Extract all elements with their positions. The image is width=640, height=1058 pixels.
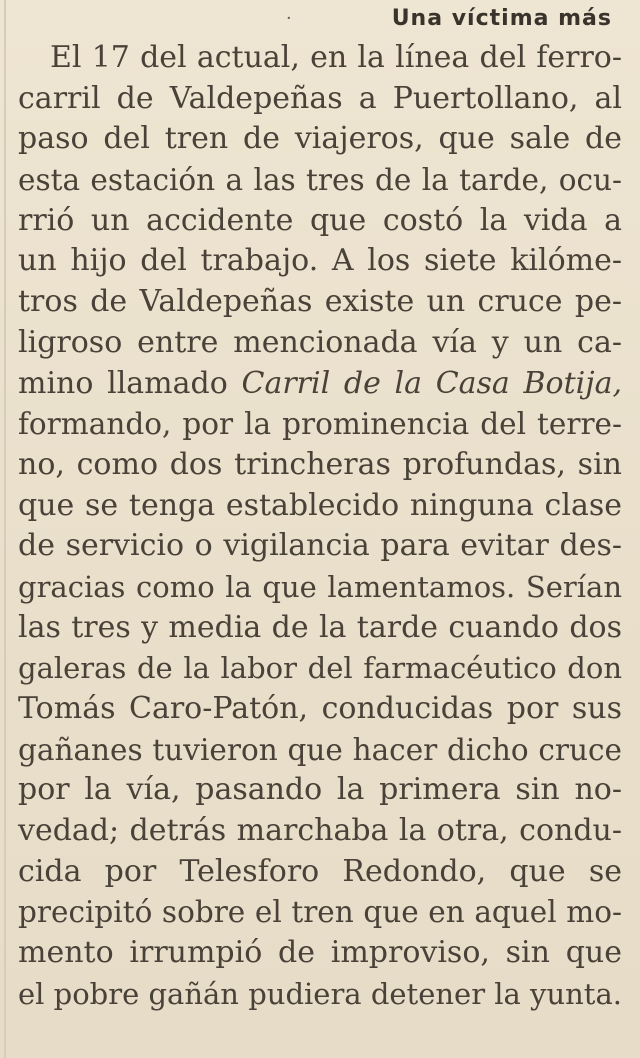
article-line-with-italic [18,364,622,405]
article-body [18,38,622,1015]
article-line: mento irrumpió de improviso, sin que [18,935,622,971]
article-line: no, como dos trincheras profundas, sin [18,446,622,482]
article-line: que se tenga establecido ninguna clase [18,487,622,523]
article-line: las tres y media de la tarde cuando dos [18,609,622,645]
column-rule [4,0,6,1058]
article-line: galeras de la labor del farmacéutico don [18,651,622,686]
article-line: paso del tren de viajeros, que sale de [18,121,622,157]
article-line-text: mino llamado [18,365,228,401]
article-line: carril de Valdepeñas a Puertollano, al [18,80,622,116]
article-line: precipitó sobre el tren que en aquel mo- [18,895,622,930]
article-line: tros de Valdepeñas existe un cruce pe- [18,284,622,320]
article-line: gañanes tuvieron que hacer dicho cruce [18,732,622,767]
article-line: por la vía, pasando la primera sin no- [18,772,622,808]
article-line: esta estación a las tres de la tarde, ocu- [18,163,622,198]
article-line: vedad; detrás marchaba la otra, condu- [18,813,622,849]
article-line: Tomás Caro-Patón, conducidas por sus [18,691,622,726]
article-line: un hijo del trabajo. A los siete kilóme- [18,243,622,279]
article-title: Una víctima más [391,6,612,31]
article-line: de servicio o vigilancia para evitar des- [18,528,622,564]
article-line: formando, por la prominencia del terre- [18,407,622,442]
header-marker: · [286,8,292,29]
italic-place-name: Carril de la Casa Botija, [241,365,622,401]
article-line: rrió un accidente que costó la vida a [18,202,622,238]
article-line: El 17 del actual, en la línea del ferro- [50,40,622,75]
article-line: gracias como la que lamentamos. Serían [18,569,622,604]
article-line: ligroso entre mencionada vía y un ca- [18,324,622,360]
article-line: el pobre gañán pudiera detener la yunta. [18,976,622,1011]
article-line: cida por Telesforo Redondo, que se [18,853,622,889]
